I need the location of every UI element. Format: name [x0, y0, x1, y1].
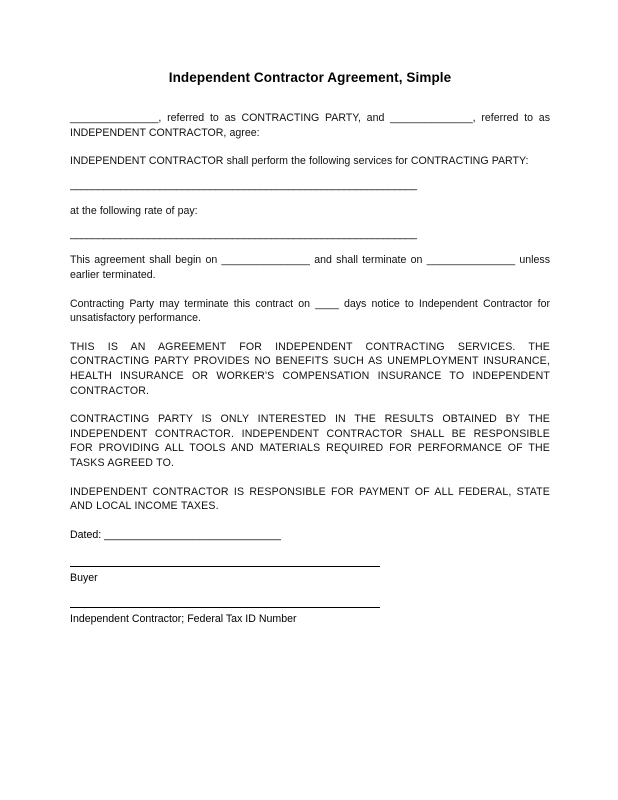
- termination-paragraph: Contracting Party may terminate this contract on ____ days notice to Independent Contractor for unsatisfactory performance.: [70, 297, 550, 325]
- signature-rule: [70, 607, 380, 608]
- signature-block-buyer: [70, 566, 550, 585]
- rate-blank-line: ______________________________________________________________: [70, 228, 417, 241]
- services-blank-line: ______________________________________________________________: [70, 178, 417, 191]
- services-intro-paragraph: INDEPENDENT CONTRACTOR shall perform the following services for CONTRACTING PARTY:: [70, 155, 529, 168]
- dated-line: Dated: ______________________________: [70, 528, 281, 541]
- term-paragraph: This agreement shall begin on _______________ and shall terminate on _______________ unless earlier terminated.: [70, 254, 550, 281]
- signature-label-contractor: Independent Contractor; Federal Tax ID Number: [70, 613, 297, 626]
- rate-intro-paragraph: at the following rate of pay:: [70, 204, 198, 217]
- taxes-paragraph: INDEPENDENT CONTRACTOR IS RESPONSIBLE FOR PAYMENT OF ALL FEDERAL, STATE AND LOCAL INCOME TAXES.: [70, 485, 550, 513]
- no-benefits-paragraph: THIS IS AN AGREEMENT FOR INDEPENDENT CONTRACTING SERVICES. THE CONTRACTING PARTY PROVIDES NO BENEFITS SUCH AS UNEMPLOYMENT INSURANCE, HEALTH INSURANCE OR WORKER'S COMPENSATION INSURANCE TO INDEPENDENT CONTRACTOR.: [70, 340, 550, 397]
- signature-rule: [70, 566, 380, 567]
- results-only-paragraph: CONTRACTING PARTY IS ONLY INTERESTED IN THE RESULTS OBTAINED BY THE INDEPENDENT CONTRACTOR. INDEPENDENT CONTRACTOR SHALL BE RESPONSIBLE FOR PROVIDING ALL TOOLS AND MATERIALS REQUIRED FOR PERFORMANCE OF THE TASKS AGREED TO.: [70, 413, 550, 469]
- parties-paragraph: _______________, referred to as CONTRACTING PARTY, and ______________, referred to as INDEPENDENT CONTRACTOR, agree:: [70, 112, 550, 139]
- signature-label-buyer: Buyer: [70, 572, 98, 585]
- signature-block-contractor: [70, 607, 550, 626]
- page-title: Independent Contractor Agreement, Simple: [168, 70, 452, 85]
